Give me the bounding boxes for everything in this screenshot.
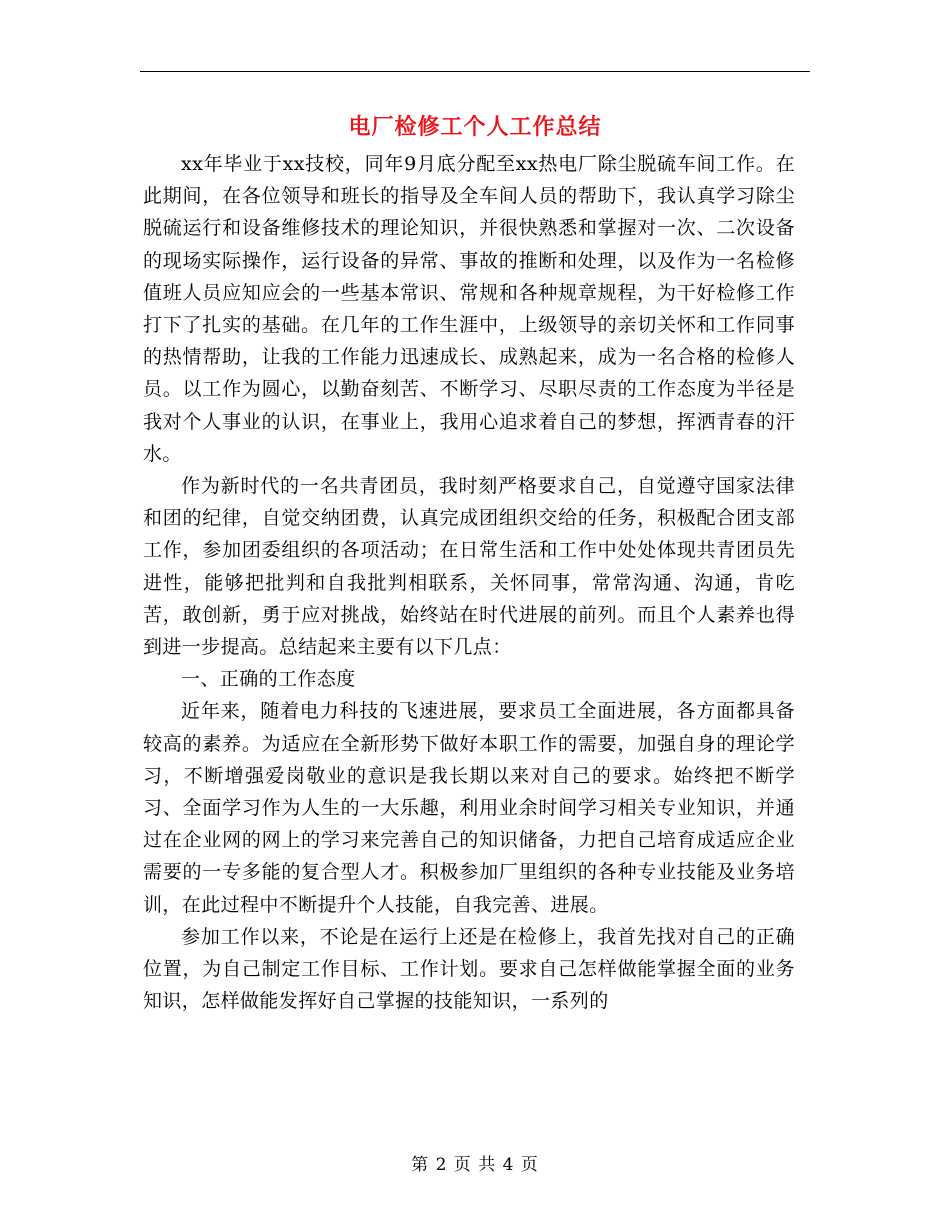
section-heading: 一、正确的工作态度: [181, 668, 356, 691]
paragraph-3: 近年来，随着电力科技的飞速进展，要求员工全面进展，各方面都具备较高的素养。为适应在全新形势下做好本职工作的需要，加强自身的理论学习，不断增强爱岗敬业的意识是我长期以来对自己的要求。始终把不断学习、全面学习作为人生的一大乐趣，利用业余时间学习相关专业知识，并通过在企业网的网上的学习来完善自己的知识储备，力把自己培育成适应企业需要的一专多能的复合型人才。积极参加厂里组织的各种专业技能及业务培训，在此过程中不断提升个人技能，自我完善、进展。: [143, 700, 795, 916]
paragraph-1: xx年毕业于xx技校，同年9月底分配至xx热电厂除尘脱硫车间工作。在此期间，在各位领导和班长的指导及全车间人员的帮助下，我认真学习除尘脱硫运行和设备维修技术的理论知识，并很快熟悉和掌握对一次、二次设备的现场实际操作，运行设备的异常、事故的推断和处理，以及作为一名检修值班人员应知应会的一些基本常识、常规和各种规章规程，为干好检修工作打下了扎实的基础。在几年的工作生涯中，上级领导的亲切关怀和工作同事的热情帮助，让我的工作能力迅速成长、成熟起来，成为一名合格的检修人员。以工作为圆心，以勤奋刻苦、不断学习、尽职尽责的工作态度为半径是我对个人事业的认识，在事业上，我用心追求着自己的梦想，挥洒青春的汗水。: [143, 153, 795, 465]
document-title: 电厂检修工个人工作总结: [348, 114, 602, 140]
paragraph-2: 作为新时代的一名共青团员，我时刻严格要求自己，自觉遵守国家法律和团的纪律，自觉交纳团费，认真完成团组织交给的任务，积极配合团支部工作，参加团委组织的各项活动；在日常生活和工作中处处体现共青团员先进性，能够把批判和自我批判相联系，关怀同事，常常沟通、沟通，肯吃苦，敢创新，勇于应对挑战，始终站在时代进展的前列。而且个人素养也得到进一步提高。总结起来主要有以下几点：: [143, 475, 795, 659]
paragraph-4: 参加工作以来，不论是在运行上还是在检修上，我首先找对自己的正确位置，为自己制定工作目标、工作计划。要求自己怎样做能掌握全面的业务知识，怎样做能发挥好自己掌握的技能知识，一系列的: [143, 925, 795, 1013]
header-rule: [140, 71, 810, 72]
page-footer: 第 2 页 共 4 页: [411, 1155, 539, 1175]
document-body: [143, 148, 795, 1017]
